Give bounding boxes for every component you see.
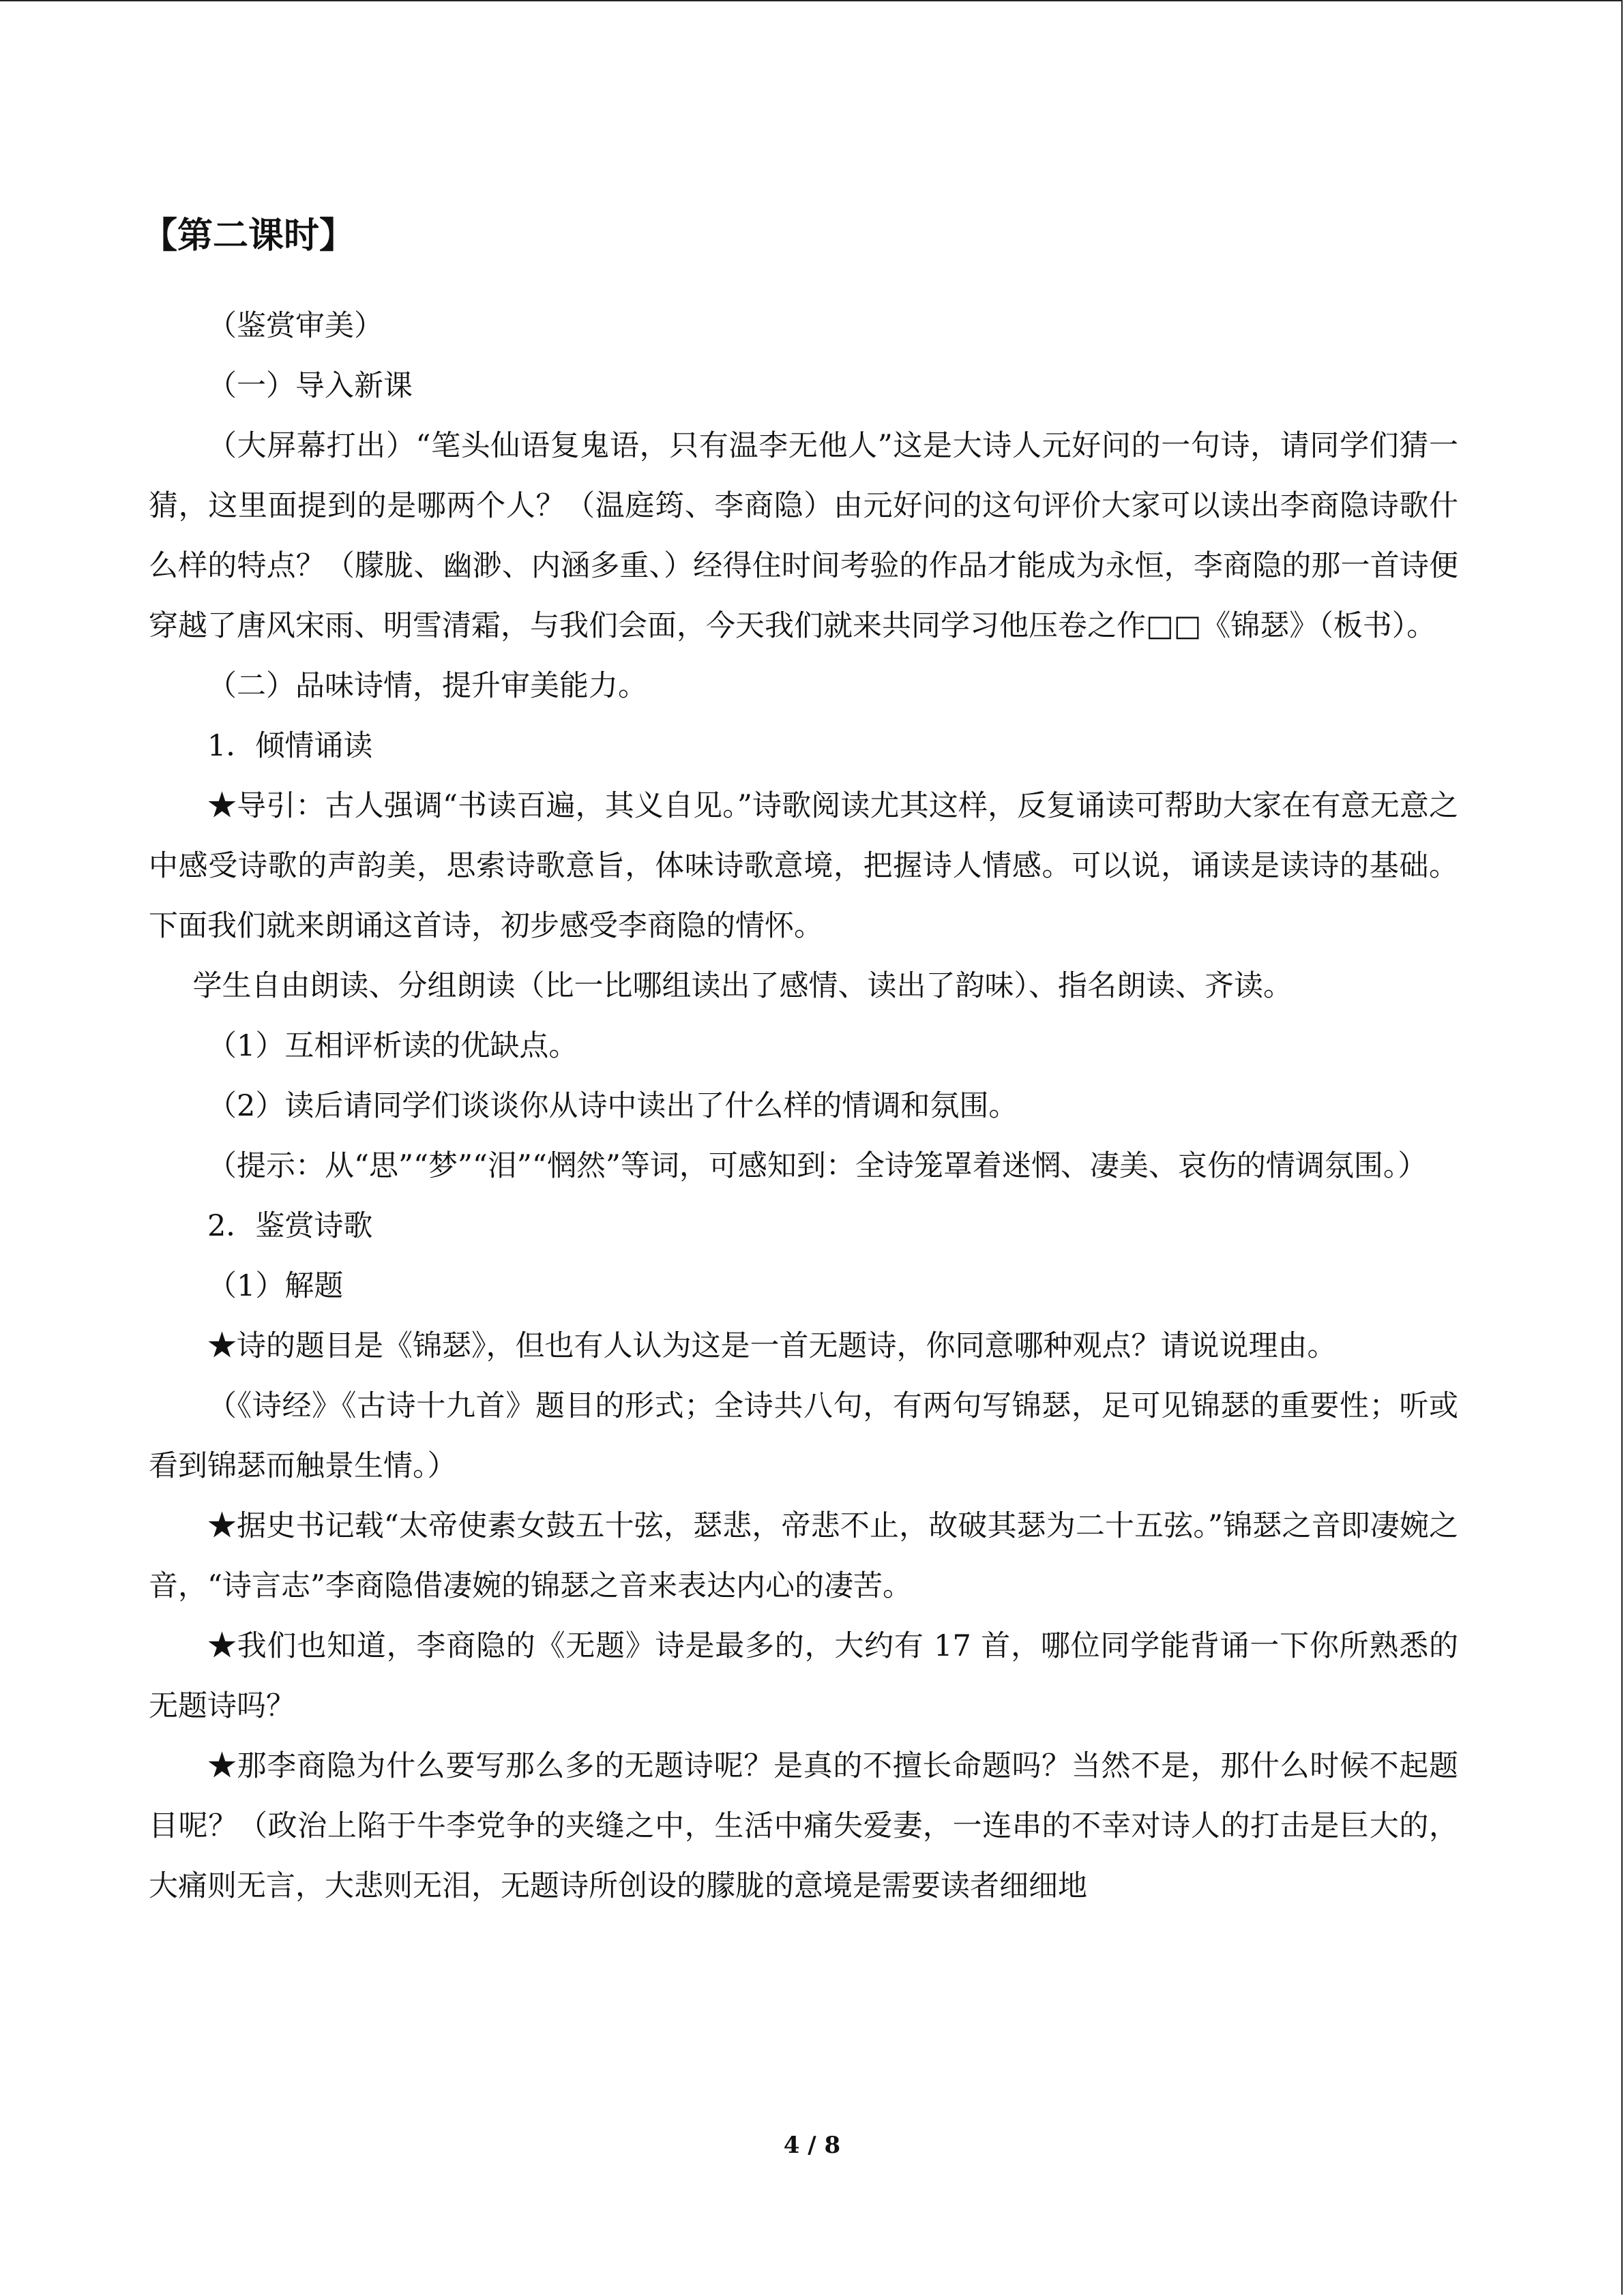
paragraph: （2）读后请同学们谈谈你从诗中读出了什么样的情调和氛围。: [207, 1089, 1018, 1123]
paragraph: （二）品味诗情，提升审美能力。: [207, 669, 647, 703]
paragraph: （1）解题: [207, 1269, 344, 1303]
paragraph: ★那李商隐为什么要写那么多的无题诗呢？是真的不擅长命题吗？当然不是，那什么时候不起题目呢？（政治上陷于牛李党争的夹缝之中，生活中痛失爱妻，一连串的不幸对诗人的打击是巨大的，大痛则无言，大悲则无泪，无题诗所创设的朦胧的意境是需要读者细细地: [149, 1749, 1458, 1903]
paragraph: （一）导入新课: [207, 369, 413, 403]
document-body: [142, 215, 1458, 1916]
paragraph: （1）互相评析读的优缺点。: [207, 1029, 578, 1063]
paragraph: 1．倾情诵读: [207, 729, 373, 763]
paragraph: （鉴赏审美）: [207, 309, 383, 343]
paragraph: ★导引：古人强调“书读百遍，其义自见。”诗歌阅读尤其这样，反复诵读可帮助大家在有意无意之中感受诗歌的声韵美，思索诗歌意旨，体味诗歌意境，把握诗人情感。可以说，诵读是读诗的基础。下面我们就来朗诵这首诗，初步感受李商隐的情怀。: [149, 789, 1458, 943]
paragraph: ★我们也知道，李商隐的《无题》诗是最多的，大约有 17 首，哪位同学能背诵一下你所熟悉的无题诗吗？: [149, 1629, 1458, 1723]
paragraph: （《诗经》《古诗十九首》题目的形式；全诗共八句，有两句写锦瑟，足可见锦瑟的重要性；听或看到锦瑟而触景生情。）: [149, 1389, 1458, 1483]
page-number: 4 / 8: [783, 2132, 841, 2159]
paragraph: ★据史书记载“太帝使素女鼓五十弦，瑟悲，帝悲不止，故破其瑟为二十五弦。”锦瑟之音即凄婉之音，“诗言志”李商隐借凄婉的锦瑟之音来表达内心的凄苦。: [149, 1509, 1458, 1603]
section-heading: 【第二课时】: [142, 215, 355, 256]
paragraph: （提示：从“思”“梦”“泪”“惘然”等词，可感知到：全诗笼罩着迷惘、凄美、哀伤的情调氛围。）: [207, 1149, 1428, 1183]
paragraph: （大屏幕打出）“笔头仙语复鬼语，只有温李无他人”这是大诗人元好问的一句诗，请同学们猜一猜，这里面提到的是哪两个人？（温庭筠、李商隐）由元好问的这句评价大家可以读出李商隐诗歌什么样的特点？（朦胧、幽渺、内涵多重、）经得住时间考验的作品才能成为永恒，李商隐的那一首诗便穿越了唐风宋雨、明雪清霜，与我们会面，今天我们就来共同学习他压卷之作□□《锦瑟》（板书）。: [149, 429, 1458, 643]
paragraph: 学生自由朗读、分组朗读（比一比哪组读出了感情、读出了韵味）、指名朗读、齐读。: [192, 969, 1293, 1003]
paragraph: ★诗的题目是《锦瑟》，但也有人认为这是一首无题诗，你同意哪种观点？请说说理由。: [207, 1329, 1337, 1363]
paragraph: 2．鉴赏诗歌: [207, 1209, 373, 1243]
